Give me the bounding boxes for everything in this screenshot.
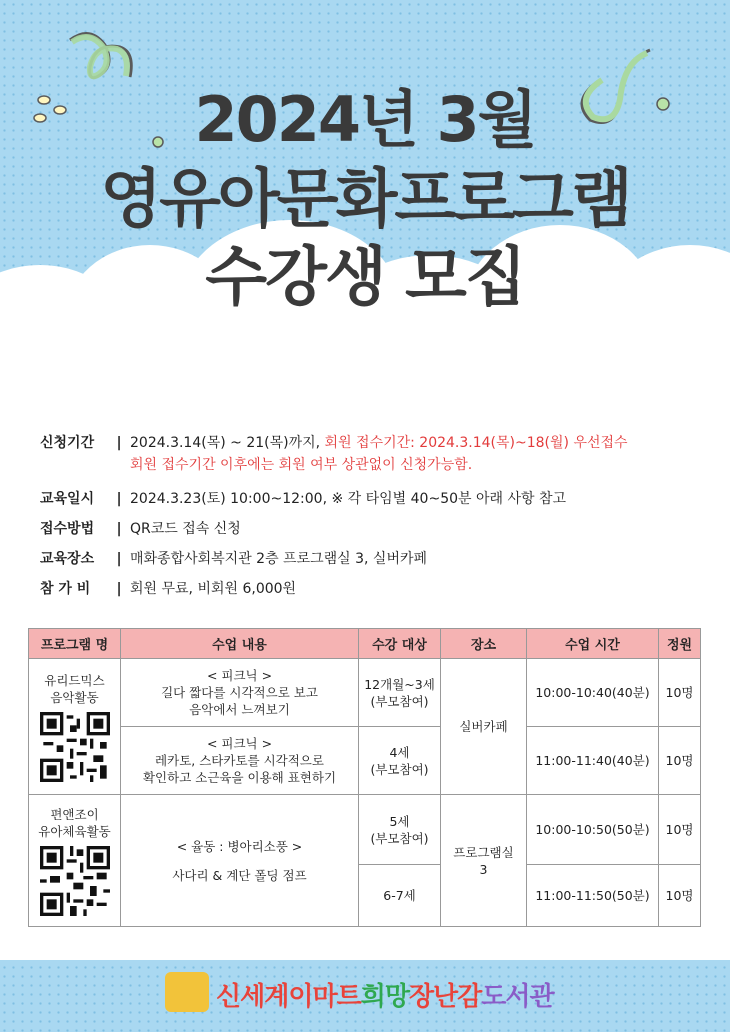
target-line: 6-7세: [383, 888, 416, 903]
place-label: 교육장소: [40, 551, 95, 567]
info-row-period: [40, 432, 628, 452]
place-line: 3: [479, 861, 488, 877]
date-value: 2024.3.23(토) 10:00~12:00, ※ 각 타임별 40~50분 아래 사항 참고: [130, 491, 567, 507]
table-row: [29, 795, 701, 865]
time-cell: 10:00-10:50(50분): [527, 795, 659, 865]
library-name-part4: 도서관: [481, 982, 554, 1012]
period-label: 신청기간: [40, 435, 95, 451]
capacity-cell: 10명: [659, 795, 701, 865]
info-row-place: [40, 548, 427, 568]
target-line: 12개월~3세: [364, 676, 435, 692]
date-label: 교육일시: [40, 491, 95, 507]
info-row-date: [40, 488, 566, 508]
content-line: < 피크닉 >: [206, 736, 273, 751]
target-line: (부모참여): [370, 830, 429, 846]
content-cell: [121, 727, 359, 795]
header-capacity: 정원: [659, 629, 701, 659]
title-line-2: 영유아문화프로그램: [100, 163, 630, 237]
separator: |: [116, 581, 122, 597]
content-line: < 피크닉 >: [206, 668, 273, 683]
library-name-part1: 신세계이마트: [216, 982, 361, 1012]
qr-code-icon[interactable]: [40, 846, 110, 916]
separator: |: [116, 491, 122, 507]
target-cell: [359, 727, 441, 795]
place-cell: [441, 795, 527, 927]
program-1-name-2: 음악활동: [50, 689, 99, 705]
program-table: [28, 628, 701, 927]
library-name-part2: 희망: [360, 982, 409, 1012]
program-1-cell: [29, 659, 121, 795]
time-cell: 10:00-10:40(40분): [527, 659, 659, 727]
target-cell: [359, 795, 441, 865]
target-line: (부모참여): [370, 693, 429, 709]
title-line-1: 2024년 3월: [194, 83, 536, 156]
period-note: 회원 접수기간 이후에는 회원 여부 상관없이 신청가능함.: [130, 457, 473, 473]
content-line: 음악에서 느껴보기: [189, 702, 290, 717]
time-cell: 11:00-11:50(50분): [527, 865, 659, 927]
separator: |: [116, 551, 122, 567]
target-line: 5세: [389, 813, 410, 829]
capacity-cell: 10명: [659, 865, 701, 927]
program-2-name-1: 편앤조이: [50, 806, 99, 822]
method-label: 접수방법: [40, 521, 95, 537]
header-time: 수업 시간: [527, 629, 659, 659]
separator: |: [116, 521, 122, 537]
content-line: 길다 짧다를 시각적으로 보고: [161, 685, 318, 700]
capacity-cell: 10명: [659, 659, 701, 727]
separator: |: [116, 435, 122, 451]
fee-label: 참 가 비: [40, 581, 91, 597]
period-value: 2024.3.14(목) ~ 21(목)까지,: [130, 435, 321, 451]
place-line: 프로그램실: [453, 844, 514, 860]
title-line-3: 수강생 모집: [205, 241, 525, 315]
info-row-method: [40, 518, 241, 538]
qr-code-icon[interactable]: [40, 712, 110, 782]
content-line: 사다리 & 계단 폴딩 점프: [172, 867, 307, 883]
header-target: 수강 대상: [359, 629, 441, 659]
method-value: QR코드 접속 신청: [130, 521, 241, 537]
target-cell: [359, 659, 441, 727]
capacity-cell: 10명: [659, 727, 701, 795]
period-member: 회원 접수기간: 2024.3.14(목)~18(월) 우선접수: [324, 435, 628, 451]
content-line: 레카토, 스타카토를 시각적으로: [155, 753, 324, 768]
target-cell: [359, 865, 441, 927]
target-line: (부모참여): [370, 761, 429, 777]
library-name-part3: 장난감: [408, 982, 482, 1012]
library-logo-icon: [165, 972, 209, 1012]
content-cell: [121, 795, 359, 927]
target-line: 4세: [389, 744, 410, 760]
info-row-fee: [40, 578, 296, 598]
table-header-row: [29, 629, 701, 659]
table-row: [29, 727, 701, 795]
header-program: 프로그램 명: [29, 629, 121, 659]
header-place: 장소: [441, 629, 527, 659]
time-cell: 11:00-11:40(40분): [527, 727, 659, 795]
place-value: 매화종합사회복지관 2층 프로그램실 3, 실버카페: [130, 551, 428, 567]
program-1-name-1: 유리드믹스: [44, 672, 105, 688]
content-cell: [121, 659, 359, 727]
fee-value: 회원 무료, 비회원 6,000원: [130, 581, 297, 597]
place-cell: 실버카페: [441, 659, 527, 795]
library-name: [216, 976, 554, 1013]
content-line: 확인하고 소근육을 이용해 표현하기: [142, 770, 337, 785]
header-content: 수업 내용: [121, 629, 359, 659]
program-2-cell: [29, 795, 121, 927]
table-row: [29, 659, 701, 727]
program-2-name-2: 유아체육활동: [38, 823, 111, 839]
content-line: < 율동 : 병아리소풍 >: [176, 838, 303, 854]
